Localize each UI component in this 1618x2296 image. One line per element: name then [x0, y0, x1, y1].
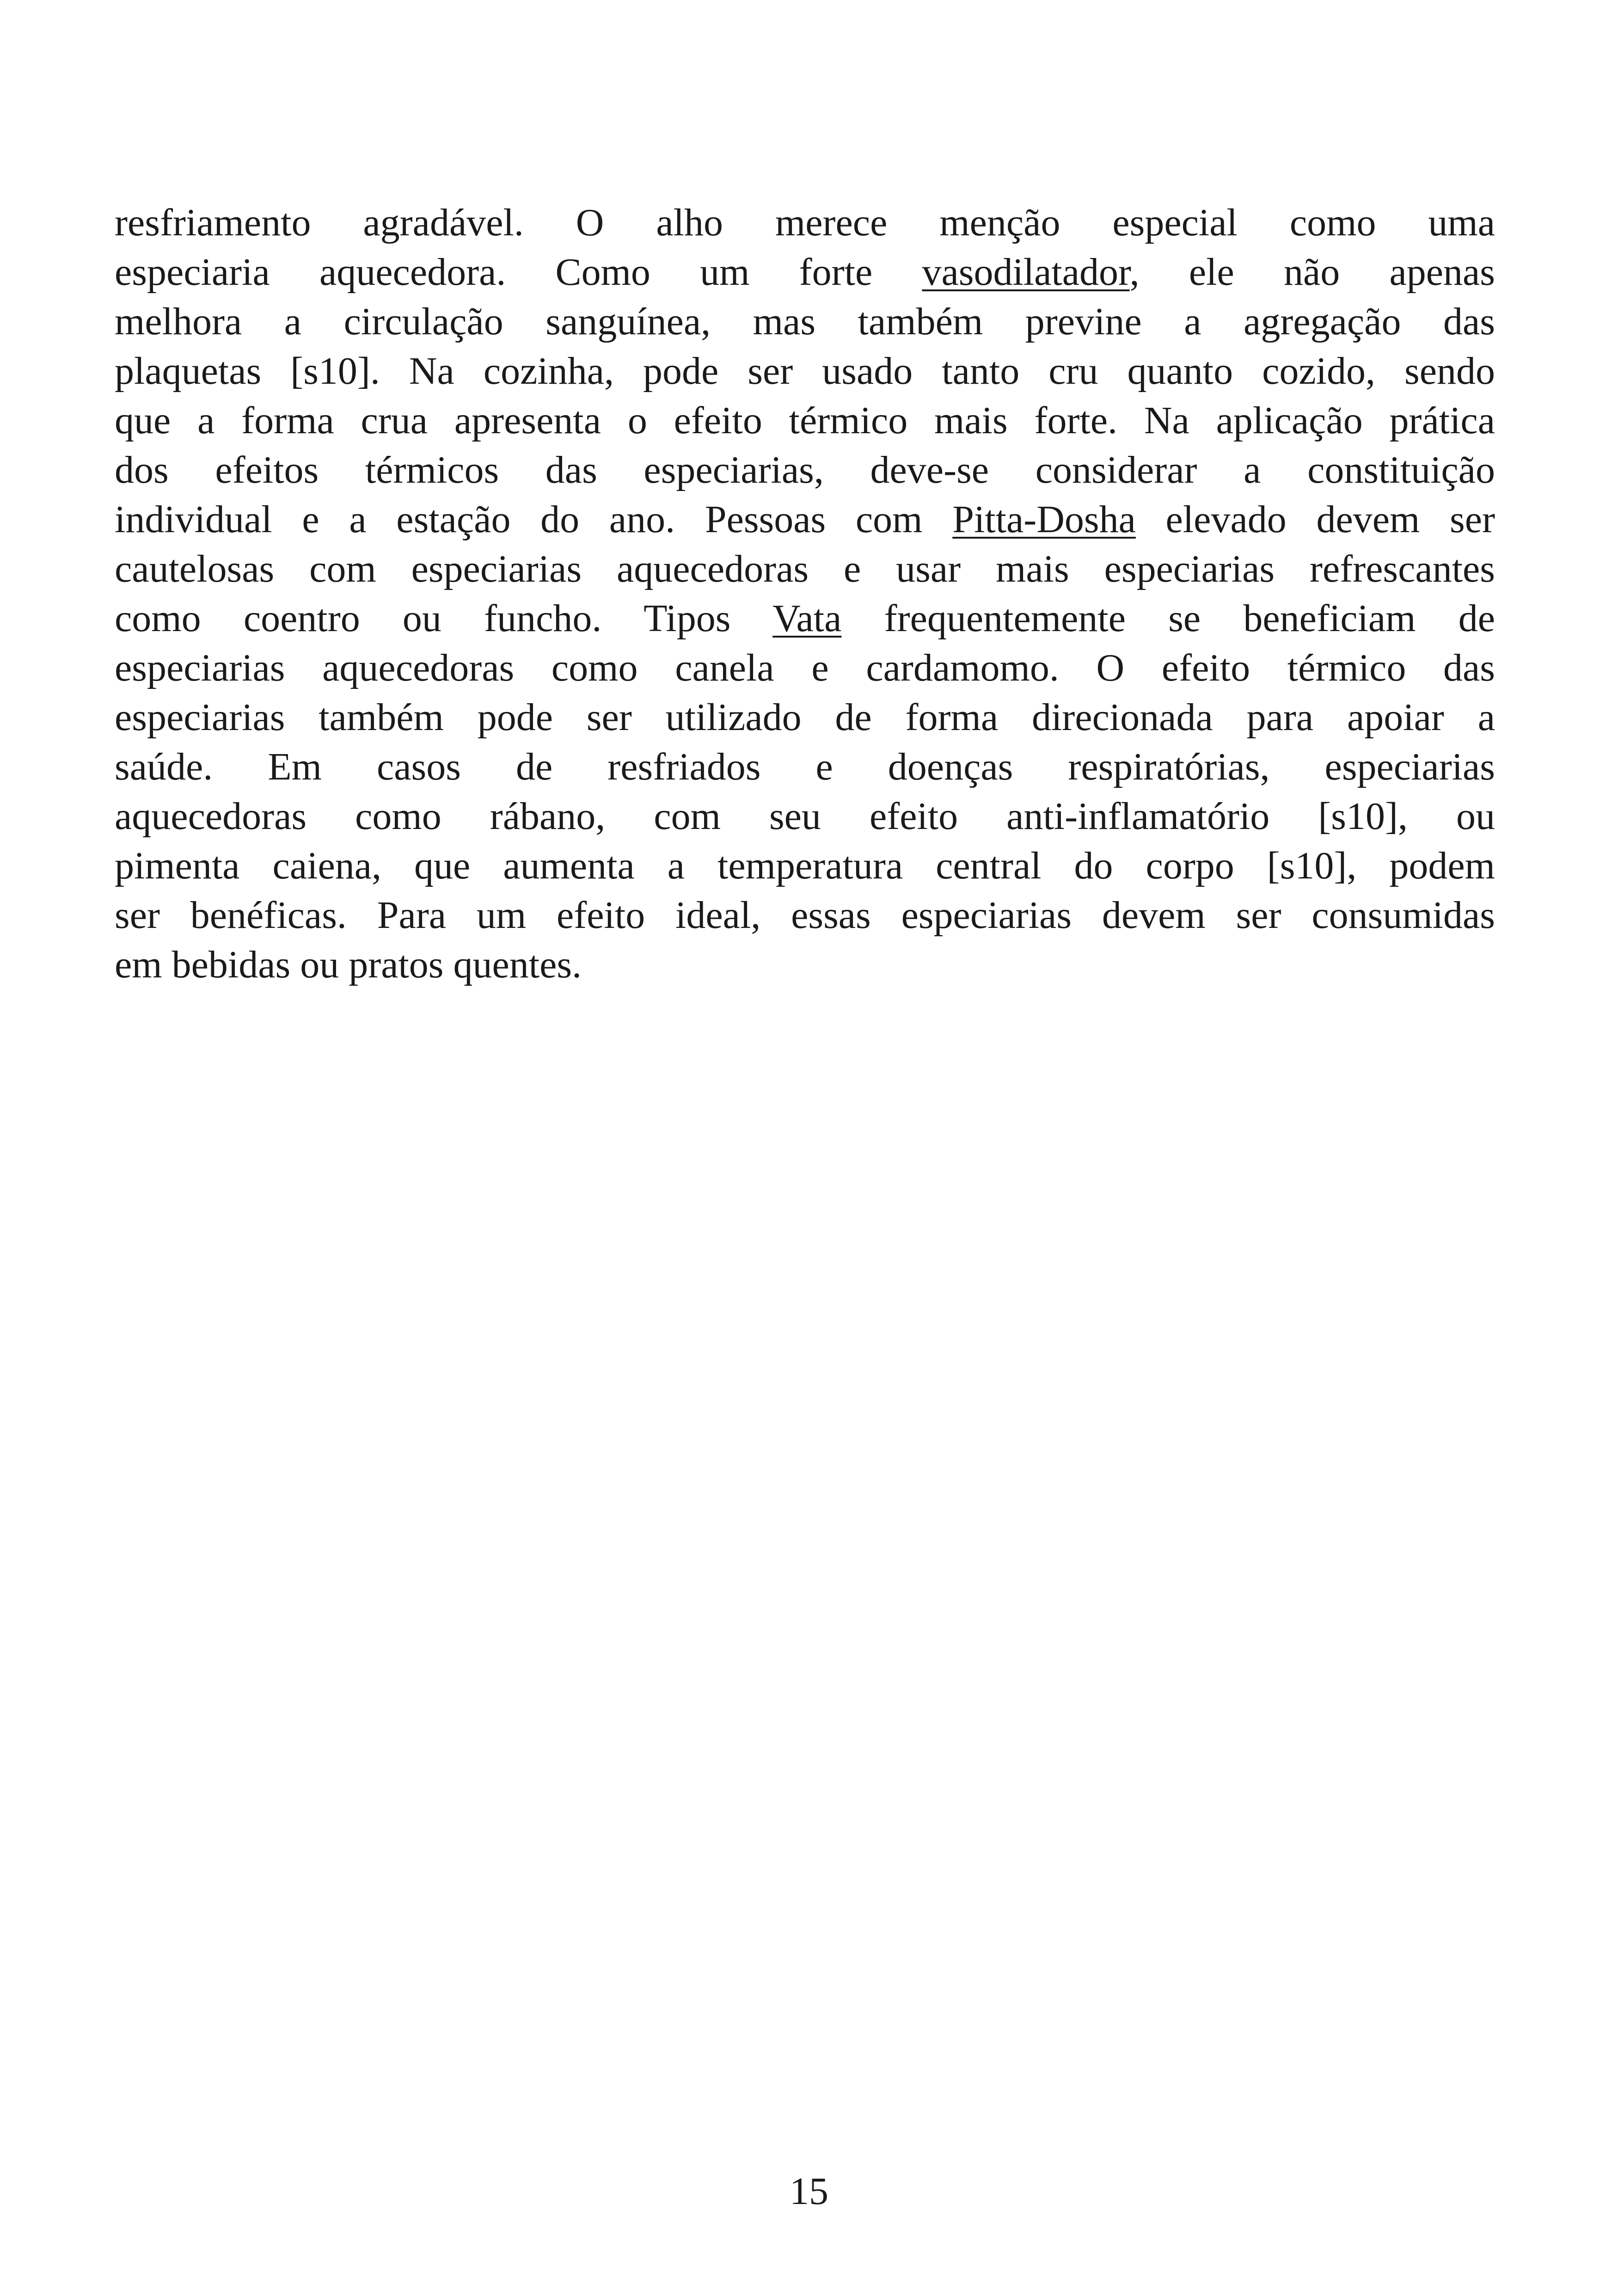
text-run: como coentro ou funcho. Tipos [115, 597, 773, 640]
link-vasodilatador[interactable]: vasodilatador [922, 251, 1130, 294]
text-line [115, 297, 1495, 346]
text-run: pimenta caiena, que aumenta a temperatura central do corpo [s10], podem [115, 844, 1495, 887]
text-run: melhora a circulação sanguínea, mas também previne a agregação das [115, 300, 1495, 343]
text-run: individual e a estação do ano. Pessoas com [115, 498, 953, 541]
text-line [115, 693, 1495, 742]
text-run: elevado devem ser [1135, 498, 1495, 541]
text-line [115, 544, 1495, 594]
text-run: especiarias aquecedoras como canela e cardamomo. O efeito térmico das [115, 646, 1495, 689]
text-line [115, 198, 1495, 247]
text-run: ser benéficas. Para um efeito ideal, essas especiarias devem ser consumidas [115, 894, 1495, 937]
text-run: saúde. Em casos de resfriados e doenças respiratórias, especiarias [115, 745, 1495, 788]
text-line [115, 890, 1495, 940]
text-run: , ele não apenas [1129, 251, 1495, 294]
text-line [115, 396, 1495, 445]
text-run: em bebidas ou pratos quentes. [115, 943, 582, 986]
text-run: resfriamento agradável. O alho merece menção especial como uma [115, 201, 1495, 244]
link-pitta-dosha[interactable]: Pitta-Dosha [952, 498, 1136, 541]
text-run: que a forma crua apresenta o efeito térmico mais forte. Na aplicação prática [115, 399, 1495, 442]
text-line [115, 346, 1495, 396]
text-line [115, 792, 1495, 841]
body-paragraph [115, 198, 1495, 989]
text-line [115, 495, 1495, 544]
text-run: plaquetas [s10]. Na cozinha, pode ser usado tanto cru quanto cozido, sendo [115, 350, 1495, 393]
text-line [115, 940, 1495, 989]
page-number: 15 [790, 2170, 828, 2213]
text-line [115, 742, 1495, 792]
text-line [115, 643, 1495, 693]
text-line [115, 841, 1495, 890]
link-vata[interactable]: Vata [772, 597, 842, 640]
text-run: especiaria aquecedora. Como um forte [115, 251, 922, 294]
text-line [115, 247, 1495, 297]
text-run: dos efeitos térmicos das especiarias, deve-se considerar a constituição [115, 448, 1495, 491]
text-run: aquecedoras como rábano, com seu efeito anti-inflamatório [s10], ou [115, 795, 1495, 838]
text-run: especiarias também pode ser utilizado de forma direcionada para apoiar a [115, 696, 1495, 739]
text-line [115, 445, 1495, 495]
text-run: frequentemente se beneficiam de [841, 597, 1495, 640]
text-line [115, 594, 1495, 643]
text-run: cautelosas com especiarias aquecedoras e usar mais especiarias refrescantes [115, 547, 1495, 590]
